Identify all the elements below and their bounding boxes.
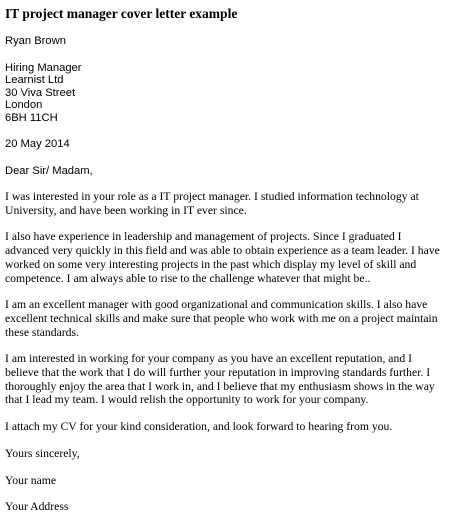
paragraph-line: these standards. [5, 325, 79, 339]
paragraph-line: I am an excellent manager with good organizational and communication skills. I also have [5, 298, 428, 312]
salutation: Dear Sir/ Madam, [5, 164, 93, 177]
signature-name: Your name [5, 473, 57, 487]
recipient-line: Hiring Manager [5, 61, 82, 74]
closing: Yours sincerely, [5, 446, 80, 460]
page-title: IT project manager cover letter example [5, 6, 238, 21]
paragraph [5, 420, 446, 434]
recipient-line: 6BH 11CH [5, 111, 58, 124]
paragraph-line: worked on some very interesting projects in the past which display my level of skill and [5, 257, 417, 271]
cover-letter [5, 0, 446, 514]
recipient-line: 30 Viva Street [5, 86, 76, 99]
paragraph-line: thoroughly enjoy the area that I work in, and I believe that my enthusiasm shows in the way [5, 379, 435, 393]
paragraph [5, 352, 446, 407]
paragraph-line: I also have experience in leadership and management of projects. Since I graduated I [5, 230, 402, 244]
paragraph [5, 230, 446, 285]
paragraph [5, 190, 446, 217]
paragraph-line: that I lead my team. I would relish the opportunity to work for your company. [5, 393, 369, 407]
recipient-line: London [5, 99, 43, 111]
recipient-address [5, 62, 446, 125]
paragraph-line: believe that the work that I do will further your reputation in improving standards further. I [5, 366, 431, 380]
signature-address: Your Address [5, 500, 69, 514]
paragraph-line: advanced very quickly in this field and was able to obtain experience as a team leader. I have [5, 244, 440, 258]
letter-date: 20 May 2014 [5, 138, 70, 150]
paragraph-line: I am interested in working for your company as you have an excellent reputation, and I [5, 352, 412, 366]
paragraph-line: excellent technical skills and make sure that people who work with me on a project maintain [5, 311, 438, 325]
paragraph-line: I attach my CV for your kind consideration, and look forward to hearing from you. [5, 420, 393, 434]
paragraph [5, 298, 446, 339]
recipient-line: Learnist Ltd [5, 74, 64, 86]
sender-name: Ryan Brown [5, 35, 66, 47]
paragraph-line: I was interested in your role as a IT project manager. I studied information technology at [5, 190, 419, 203]
paragraph-line: competence. I am always able to rise to the challenge whatever that might be.. [5, 271, 371, 285]
paragraph-line: University, and have been working in IT ever since. [5, 203, 247, 217]
